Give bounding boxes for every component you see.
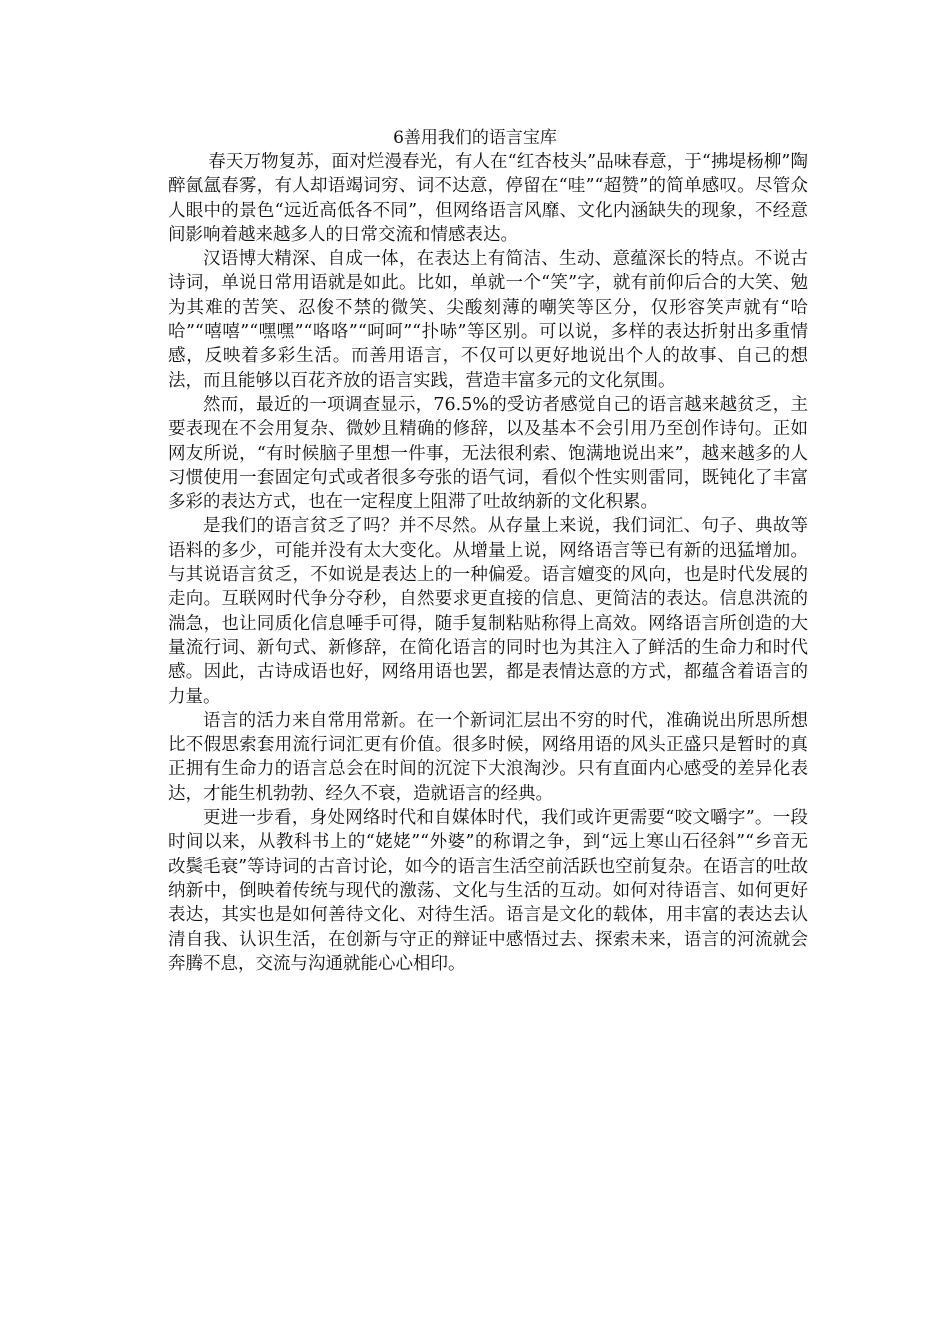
document-title: 6善用我们的语言宝库	[393, 128, 557, 148]
paragraph-6: 更进一步看，身处网络时代和自媒体时代，我们或许更需要“咬文嚼字”。一段时间以来，从教科书上的“姥姥”“外婆”的称谓之争，到“远上寒山石径斜”“乡音无改鬓毛衰”等诗词的古音讨论，如今的语言生活空前活跃也空前复杂。在语言的吐故纳新中，倒映着传统与现代的激荡、文化与生活的互动。如何对待语言、如何更好表达，其实也是如何善待文化、对待生活。语言是文化的载体，用丰富的表达去认清自我、认识生活，在创新与守正的辩证中感悟过去、探索未来，语言的河流就会奔腾不息，交流与沟通就能心心相印。	[168, 808, 808, 974]
document-body	[168, 150, 808, 976]
paragraph-5: 语言的活力来自常用常新。在一个新词汇层出不穷的时代，准确说出所思所想比不假思索套用流行词汇更有价值。很多时候，网络用语的风头正盛只是暂时的真正拥有生命力的语言总会在时间的沉淀下大浪淘沙。只有直面内心感受的差异化表达，才能生机勃勃、经久不衰，造就语言的经典。	[168, 710, 808, 804]
paragraph-3: 然而，最近的一项调查显示，76.5%的受访者感觉自己的语言越来越贫乏，主要表现在不会用复杂、微妙且精确的修辞，以及基本不会引用乃至创作诗句。正如网友所说，“有时候脑子里想一件事，无法很利索、饱满地说出来”，越来越多的人习惯使用一套固定句式或者很多夸张的语气词，看似个性实则雷同，既钝化了丰富多彩的表达方式，也在一定程度上阻滞了吐故纳新的文化积累。	[168, 394, 808, 513]
paragraph-1: 春天万物复苏，面对烂漫春光，有人在“红杏枝头”品味春意，于“拂堤杨柳”陶醉氤氲春雾，有人却语竭词穷、词不达意，停留在“哇”“超赞”的简单感叹。尽管众人眼中的景色“远近高低各不同”，但网络语言风靡、文化内涵缺失的现象，不经意间影响着越来越多人的日常交流和情感表达。	[168, 152, 808, 245]
paragraph-4: 是我们的语言贫乏了吗？并不尽然。从存量上来说，我们词汇、句子、典故等语料的多少，可能并没有太大变化。从增量上说，网络语言等已有新的迅猛增加。与其说语言贫乏，不如说是表达上的一种偏爱。语言嬗变的风向，也是时代发展的走向。互联网时代争分夺秒，自然要求更直接的信息、更简洁的表达。信息洪流的湍急，也让同质化信息唾手可得，随手复制粘贴称得上高效。网络语言所创造的大量流行词、新句式、新修辞，在简化语言的同时也为其注入了鲜活的生命力和时代感。因此，古诗成语也好，网络用语也罢，都是表情达意的方式，都蕴含着语言的力量。	[168, 516, 808, 707]
paragraph-2: 汉语博大精深、自成一体，在表达上有简洁、生动、意蕴深长的特点。不说古诗词，单说日常用语就是如此。比如，单就一个“笑”字，就有前仰后合的大笑、勉为其难的苦笑、忍俊不禁的微笑、尖酸刻薄的嘲笑等区分，仅形容笑声就有“哈哈”“嘻嘻”“嘿嘿”“咯咯”“呵呵”“扑哧”等区别。可以说，多样的表达折射出多重情感，反映着多彩生活。而善用语言，不仅可以更好地说出个人的故事、自己的想法，而且能够以百花齐放的语言实践，营造丰富多元的文化氛围。	[168, 249, 808, 391]
